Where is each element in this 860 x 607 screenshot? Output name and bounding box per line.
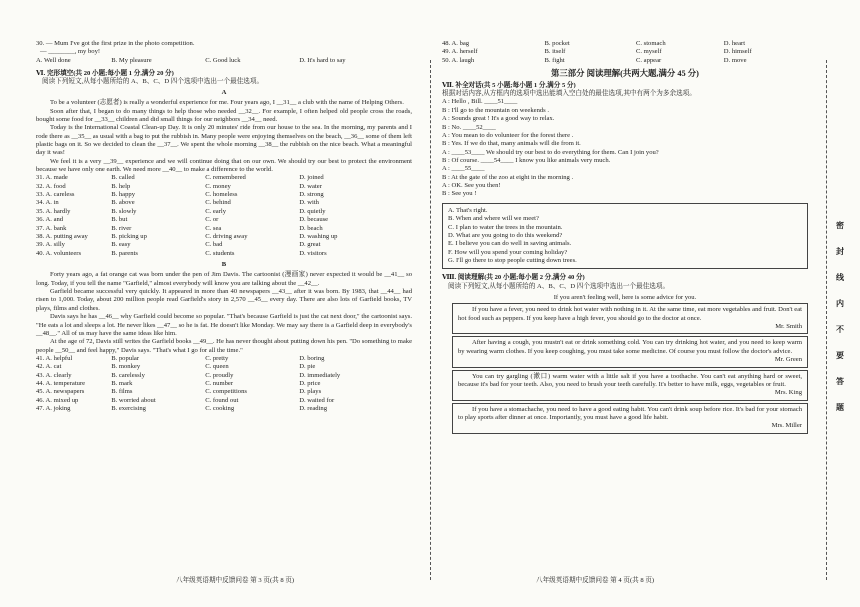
- binding-margin: [828, 70, 852, 570]
- dialogue-line: A : Hello , Bill. ____51____: [442, 98, 518, 106]
- dialogue-line: A : Sounds great ! It's a good way to relax.: [442, 115, 555, 123]
- passage-a-label: A: [221, 88, 227, 96]
- option-row: [36, 380, 412, 388]
- option: 49. A. herself: [442, 48, 478, 56]
- option-row: [36, 233, 412, 241]
- dialogue-line: A : OK. See you then!: [442, 182, 501, 190]
- passage-a-options: [36, 174, 412, 258]
- option: B. My pleasure: [111, 56, 152, 64]
- passage-b-paragraph: Davis says he has __46__ why Garfield could become so popular. "That's because Garfield is just the cat next door," the cartoonist says. "He eats a lot and sleeps a lot. He never likes __47__ so he is fat. He doesn't like Monday. We may say there is a Garfield deep in everybody's __48__." All of us may have the same ideas like him.: [36, 313, 412, 337]
- option: 45. A. newspapers: [36, 388, 85, 396]
- advice-text: After having a cough, you mustn't eat or drink something cold. You can try drinking hot water, and you need to keep warm by wearing warm clothes. If you keep coughing, you must take some medicine. Of course you must follow the doctor's advice.: [458, 339, 802, 355]
- option-row: [36, 405, 412, 413]
- option: B. popular: [111, 354, 140, 362]
- option: B. parents: [111, 249, 138, 257]
- left-page-footer: 八年级英语期中反馈问卷 第 3 页(共 8 页): [176, 577, 295, 584]
- option-row: [36, 225, 412, 233]
- option: B. pocket: [544, 40, 570, 47]
- option: C. competitions: [205, 388, 247, 396]
- option: 36. A. and: [36, 216, 64, 224]
- right-page-footer: 八年级英语期中反馈问卷 第 4 页(共 8 页): [536, 577, 655, 584]
- option: B. mark: [111, 380, 133, 388]
- option: D. waited for: [299, 396, 335, 404]
- advice-signature: Mrs. Miller: [771, 422, 802, 430]
- option: C. remembered: [205, 174, 246, 182]
- choice-item: G. I'll go there to stop people cutting down trees.: [448, 256, 577, 264]
- option: C. appear: [635, 56, 662, 64]
- option: C. number: [205, 380, 234, 388]
- dialogue-line: B : No. ____52____: [442, 123, 496, 131]
- option: D. himself: [723, 48, 752, 56]
- advice-heading: If you aren't feeling well, here is some advice for you.: [553, 294, 697, 302]
- option: D. plays: [299, 388, 322, 396]
- option: D. boring: [299, 354, 325, 362]
- option: 34. A. in: [36, 199, 59, 207]
- option-row: [36, 241, 412, 249]
- option-row: [36, 372, 412, 380]
- dialogue-line: B : Yes. If we do that, many animals will die from it.: [442, 140, 581, 148]
- option: B. help: [111, 182, 131, 190]
- advice-text: You can try gargling (漱口) warm water with a little salt if you have a toothache. You can't eat anything hard or sweet, because it's bad for your teeth. Also, you need to brush your teeth carefully. It's better to have milk, eggs, vegetables or fruit.: [458, 372, 802, 388]
- option: D. reading: [299, 405, 328, 413]
- option: B. worried about: [111, 396, 156, 404]
- option-row: [442, 48, 808, 56]
- passage-a-paragraph: To be a volunteer (志愿者) is really a wonderful experience for me. Four years ago, I __31__ a club with the name of Helping Others.: [50, 99, 404, 107]
- option: D. joined: [299, 174, 324, 182]
- option: D. strong: [299, 191, 324, 199]
- option: C. behind: [205, 199, 231, 207]
- binding-line: [826, 60, 827, 580]
- advice-card: [452, 303, 808, 334]
- choice-item: A. That's right.: [448, 206, 488, 214]
- binding-char: 线: [836, 273, 844, 282]
- dialogue-line: B : See you !: [442, 190, 477, 198]
- left-page: [36, 40, 412, 413]
- passage-a-paragraph: Soon after that, I began to do many things to help those who needed __32__. For example, I often helped old people cross the roads, bought some food for __33__ children and did small things for our neighbors __34__ need.: [36, 107, 412, 123]
- option: D. with: [299, 199, 319, 207]
- q30-line1: 30. — Mum I've got the first prize in the photo competition.: [36, 40, 195, 47]
- choices-list: [448, 207, 802, 266]
- option-row: [36, 191, 412, 199]
- option: C. pretty: [205, 354, 229, 362]
- choice-item: B. When and where will we meet?: [448, 215, 539, 223]
- dialogue: [442, 98, 808, 198]
- option: B. monkey: [111, 363, 141, 371]
- option: C. bad: [205, 241, 223, 249]
- option: D. move: [723, 56, 747, 64]
- option: B. happy: [111, 191, 135, 199]
- dialogue-line: A : ____53____ We should try our best to do everything for them. Can I join you?: [442, 148, 659, 156]
- binding-char: 不: [836, 325, 844, 334]
- section-8-title: Ⅷ. 阅读理解(共 20 小题;每小题 2 分,满分 40 分): [442, 274, 585, 282]
- option: 48. A. bag: [442, 40, 470, 47]
- option: D. washing up: [299, 232, 338, 240]
- binding-char: 题: [836, 403, 844, 412]
- option-row: [36, 174, 412, 182]
- option-row: [36, 363, 412, 371]
- option: D. price: [299, 380, 321, 388]
- option-row: [36, 250, 412, 258]
- option: D. beach: [299, 224, 323, 232]
- option: B. called: [111, 174, 135, 182]
- binding-char: 封: [836, 247, 844, 256]
- option: 33. A. careless: [36, 191, 75, 199]
- option: 37. A. bank: [36, 224, 67, 232]
- dialogue-line: B : At the gate of the zoo at eight in the morning .: [442, 173, 574, 181]
- option: B. river: [111, 224, 132, 232]
- option: A. Well done: [36, 56, 71, 64]
- option: B. itself: [544, 48, 566, 56]
- option: C. early: [205, 207, 227, 215]
- dialogue-line: B : Of course. ____54____ I know you like animals very much.: [442, 156, 611, 164]
- passage-b-paragraph: Garfield became successful very quickly. It appeared in more than 40 newspapers __43__ after it was born. By 1983, that __44__ had risen to 1,000. Today, about 200 million people read Garfield's story in 2,570 __45__ every day. There are also lots of Garfield books, TV plays, films and clothes.: [36, 288, 412, 312]
- option: D. water: [299, 182, 322, 190]
- option: 40. A. volunteers: [36, 249, 82, 257]
- option: C. cooking: [205, 405, 235, 413]
- option: B. exercising: [111, 405, 146, 413]
- binding-char: 答: [836, 377, 844, 386]
- binding-char: 密: [836, 221, 844, 230]
- option: C. Good luck: [205, 56, 241, 64]
- option: D. pie: [299, 363, 316, 371]
- option: B. but: [111, 216, 128, 224]
- option: 32. A. food: [36, 182, 66, 190]
- option: B. carelessly: [111, 371, 145, 379]
- option: D. because: [299, 216, 329, 224]
- option: 41. A. helpful: [36, 354, 73, 362]
- option-row: [442, 57, 808, 65]
- section-6-instructions: 阅读下列短文,从每小题所给的 A、B、C、D 四个选项中选出一个最佳选项。: [42, 78, 264, 86]
- choice-item: E. I believe you can do well in saving animals.: [448, 240, 572, 248]
- passage-b-options-continued: [442, 40, 808, 65]
- binding-char: 要: [836, 351, 844, 360]
- passage-b-label: B: [221, 260, 227, 268]
- option: 39. A. silly: [36, 241, 65, 249]
- dialogue-line: A : You mean to do volunteer for the forest there .: [442, 131, 574, 139]
- option: C. found out: [205, 396, 239, 404]
- section-8-instructions: 阅读下列短文,从每小题所给的 A、B、C、D 四个选项中选出一个最佳选项。: [448, 282, 670, 290]
- option-row: [442, 40, 808, 48]
- q30-options: [36, 57, 412, 65]
- option: C. stomach: [635, 40, 666, 47]
- option: D. immediately: [299, 371, 341, 379]
- option: C. students: [205, 249, 235, 257]
- choices-box: [442, 203, 808, 270]
- dialogue-line: B : I'll go to the mountain on weekends .: [442, 106, 550, 114]
- q30-line2: — ________, my boy!: [40, 48, 101, 56]
- option: 42. A. cat: [36, 363, 62, 371]
- section-7-title: Ⅶ. 补全对话(共 5 小题;每小题 1 分,满分 5 分): [442, 81, 576, 89]
- option-row: [36, 397, 412, 405]
- passage-a-paragraph: Today is the International Coastal Clean-up Day. It is only 20 minutes' ride from our house to the sea. In the morning, my parents and I rode there as __35__ as usual with a bag to put the rubbish in. Many people were enjoying themselves on the beach, __36__ some of them left plastic bags on it. So we decided to clean the __37__. We spent the whole morning __38__ the rubbish on the nice beach. What a meaningful day it was!: [36, 124, 412, 157]
- option: C. queen: [205, 363, 229, 371]
- advice-card: [452, 336, 808, 367]
- option-row: [36, 208, 412, 216]
- option: 35. A. hardly: [36, 207, 71, 215]
- option: D. great: [299, 241, 321, 249]
- advice-signature: Mr. Green: [774, 356, 802, 364]
- option: 50. A. laugh: [442, 56, 475, 64]
- advice-text: If you have a fever, you need to drink hot water with nothing in it. At the same time, eat more vegetables and fruit. Don't eat hot food such as peppers. If you keep have a high fever, you should go to the doctor at once.: [458, 306, 802, 322]
- advice-text: If you have a stomachache, you need to have a good eating habit. You can't drink soup before rice. It's bad for your stomach to play sports after dinner at once. Importantly, you must have a good life habit.: [458, 405, 802, 421]
- option: B. slowly: [111, 207, 137, 215]
- section-6-title: Ⅵ. 完形填空(共 20 小题;每小题 1 分,满分 20 分): [36, 70, 174, 78]
- advice-signature: Mr. Smith: [775, 323, 802, 331]
- passage-b-paragraph: Forty years ago, a fat orange cat was born under the pen of Jim Davis. The cartoonist (漫画家) never expected it would be __41__ so long. Today, if you tell the name "Garfield," almost everybody will know you are talking about the __42__.: [36, 271, 412, 287]
- option: 44. A. temperature: [36, 380, 86, 388]
- option: C. homeless: [205, 191, 238, 199]
- option: D. It's hard to say: [299, 56, 346, 64]
- section-7-instructions: 根据对话内容,从方框内的选项中选出能填入空白处的最佳选项,其中有两个为多余选项。: [442, 90, 696, 98]
- option-row: [36, 199, 412, 207]
- option-row: [36, 355, 412, 363]
- option: B. films: [111, 388, 133, 396]
- option-row: [36, 388, 412, 396]
- dialogue-line: A : ____55____: [442, 165, 485, 173]
- part-3-title: 第三部分 阅读理解(共两大题,满分 45 分): [551, 69, 699, 79]
- passage-b-options: [36, 355, 412, 414]
- option: 38. A. putting away: [36, 232, 88, 240]
- advice-card: [452, 370, 808, 401]
- choice-item: F. How will you spend your coming holiday?: [448, 248, 568, 256]
- option: B. picking up: [111, 232, 147, 240]
- option: 43. A. clearly: [36, 371, 72, 379]
- option: C. money: [205, 182, 231, 190]
- option: D. visitors: [299, 249, 327, 257]
- option: C. or: [205, 216, 219, 224]
- binding-char: 内: [836, 299, 844, 308]
- option: 46. A. mixed up: [36, 396, 79, 404]
- option: B. above: [111, 199, 135, 207]
- option: B. fight: [544, 56, 565, 64]
- option: C. driving away: [205, 232, 248, 240]
- option: C. proudly: [205, 371, 234, 379]
- right-page: [442, 40, 808, 436]
- option-row: [36, 216, 412, 224]
- option-row: [36, 183, 412, 191]
- option: C. myself: [635, 48, 662, 56]
- choice-item: C. I plan to water the trees in the mountain.: [448, 223, 563, 231]
- passage-b-paragraph: At the age of 72, Davis still writes the Garfield books __49__. He has never thought about putting down his pen. "Do something to make people __50__ and feel happy," Davis says. "That's what I go for all the time.": [36, 338, 412, 354]
- option: D. quietly: [299, 207, 326, 215]
- choice-item: D. What are you going to do this weekend?: [448, 231, 563, 239]
- option: D. heart: [723, 40, 746, 47]
- option: 31. A. made: [36, 174, 68, 182]
- page-divider: [430, 60, 431, 580]
- option: C. sea: [205, 224, 222, 232]
- passage-a-paragraph: We feel it is a very __39__ experience and we will continue doing that on our own. We should try our best to protect the environment because we have only one earth. We need more __40__ to make a difference to the world.: [36, 157, 412, 174]
- advice-list: [442, 303, 808, 433]
- option: B. easy: [111, 241, 131, 249]
- advice-card: [452, 403, 808, 434]
- option: 47. A. joking: [36, 405, 71, 413]
- advice-signature: Mrs. King: [774, 389, 802, 397]
